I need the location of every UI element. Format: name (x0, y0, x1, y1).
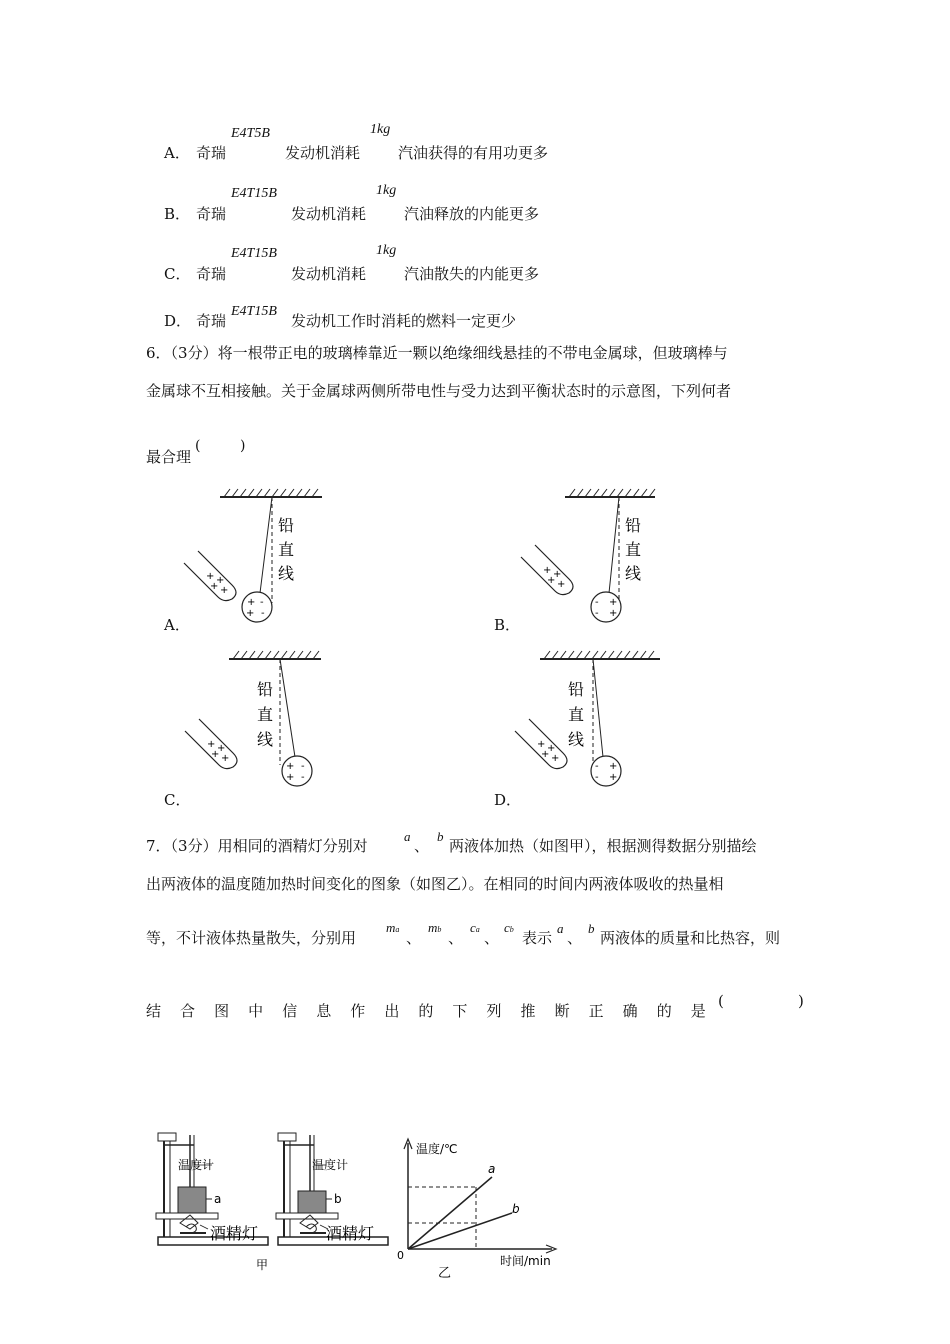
ball-charge-left: + (286, 772, 295, 783)
line-char: 正 (588, 1002, 604, 1020)
glass-rod (185, 719, 237, 769)
ball-charge-left: - (595, 772, 599, 783)
q6-option-c-label: C． (164, 791, 191, 809)
glass-rod (184, 551, 236, 601)
line-char: 确 (622, 1002, 638, 1020)
q7-line-1-start: 7．（3分）用相同的酒精灯分别对 (146, 837, 368, 855)
graph-x-label: 时间/min (500, 1254, 551, 1268)
svg-text:+: + (217, 743, 226, 754)
svg-text:+: + (211, 749, 220, 760)
q6-option-d-label: D． (494, 791, 522, 809)
answer-bracket-close: ) (240, 438, 246, 454)
svg-text:+: + (553, 569, 562, 580)
line-char: 的 (418, 1002, 434, 1020)
separator: 、 (567, 929, 583, 947)
option-label: A． (164, 144, 190, 162)
answer-bracket-close: ) (798, 992, 804, 1010)
caption-jia: 甲 (256, 1258, 269, 1272)
plumb-char-3: 线 (278, 564, 295, 583)
engine-model: E4T5B (231, 126, 270, 141)
svg-text:+: + (206, 571, 215, 582)
plumb-char-1: 铅 (278, 516, 295, 535)
ball-charge-right: - (301, 761, 305, 772)
pendulum-diagram-d (515, 645, 675, 795)
caption-yi: 乙 (438, 1266, 452, 1281)
ball-charge-right: + (609, 761, 618, 772)
graph-y-label: 温度/℃ (416, 1142, 458, 1156)
line-char: 结 (146, 1002, 162, 1020)
line-char: 推 (520, 1002, 536, 1020)
line-char: 合 (180, 1002, 196, 1020)
symbol-m-b: mb (428, 920, 442, 935)
fuel-mass: 1kg (370, 122, 391, 137)
separator: 、 (484, 929, 500, 947)
line-b-label: b (512, 1202, 520, 1216)
plumb-char-3: 线 (257, 730, 274, 749)
option-text-post: 发动机工作时消耗的燃料一定更少 (291, 312, 517, 330)
option-label: B． (164, 205, 191, 223)
plumb-char-2: 直 (278, 540, 295, 559)
svg-text:+: + (547, 743, 556, 754)
q7-line-4 (146, 1000, 706, 1021)
separator: 、 (414, 837, 430, 855)
option-text-post: 汽油释放的内能更多 (404, 205, 540, 223)
line-b (408, 1213, 512, 1249)
svg-text:+: + (551, 753, 560, 764)
fuel-mass: 1kg (376, 183, 397, 198)
ceiling (565, 489, 655, 497)
plumb-char-1: 铅 (568, 680, 585, 699)
plumb-char-2: 直 (625, 540, 642, 559)
option-label: D． (164, 312, 192, 330)
plumb-char-2: 直 (568, 705, 585, 724)
thermometer-label: 温度计 (312, 1158, 349, 1172)
option-text-pre: 奇瑞 (196, 312, 227, 330)
symbol-m-a: ma (386, 920, 400, 935)
option-text-mid: 发动机消耗 (285, 144, 361, 162)
symbol-c-a: ca (470, 920, 480, 935)
ball-charge-left: + (247, 597, 256, 608)
ceiling (220, 489, 322, 497)
q7-line-1-end: 两液体加热（如图甲），根据测得数据分别描绘 (449, 837, 757, 855)
svg-text:+: + (216, 575, 225, 586)
svg-text:+: + (221, 753, 230, 764)
q6-option-b-label: B． (494, 616, 521, 634)
ball-charge-right: - (261, 608, 265, 619)
pendulum-diagram-c (185, 645, 345, 795)
line-char: 图 (214, 1002, 230, 1020)
pendulum-diagram-a (180, 485, 340, 630)
ball-charge-left: - (595, 608, 599, 619)
q7-line-3-mid: 表示 (522, 929, 553, 947)
line-char: 作 (350, 1002, 366, 1020)
svg-text:+: + (207, 739, 216, 750)
fuel-mass: 1kg (376, 243, 397, 258)
var-b: b (437, 829, 444, 844)
ball-charge-left: - (595, 761, 599, 772)
engine-model: E4T15B (231, 304, 277, 319)
svg-text:+: + (543, 565, 552, 576)
line-char: 断 (554, 1002, 570, 1020)
liquid-label-b: b (334, 1192, 342, 1206)
svg-text:+: + (220, 585, 229, 596)
ball-charge-right: - (301, 772, 305, 783)
option-text-mid: 发动机消耗 (291, 205, 367, 223)
ball-charge-right: - (260, 597, 264, 608)
lamp-label: 酒精灯 (210, 1224, 259, 1243)
line-a-label: a (488, 1162, 496, 1176)
temperature-graph (404, 1139, 556, 1253)
heating-figure (150, 1125, 570, 1290)
answer-bracket-open: ( (718, 992, 724, 1010)
q7-line-2: 出两液体的温度随加热时间变化的图象（如图乙）。在相同的时间内两液体吸收的热量相 (146, 875, 724, 893)
q6-line-3: 最合理 (146, 448, 192, 466)
q6-line-1: 6．（3分）将一根带正电的玻璃棒靠近一颗以绝缘细线悬挂的不带电金属球，但玻璃棒与 (146, 344, 728, 362)
option-text-pre: 奇瑞 (196, 265, 227, 283)
plumb-char-3: 线 (568, 730, 585, 749)
line-char: 的 (656, 1002, 672, 1020)
pendulum-diagram-b (515, 485, 675, 630)
var-a: a (557, 921, 564, 936)
q6-line-2: 金属球不互相接触。关于金属球两侧所带电性与受力达到平衡状态时的示意图，下列何者 (146, 382, 732, 400)
glass-rod (521, 545, 573, 595)
ball-charge-left: + (286, 761, 295, 772)
ceiling (229, 651, 321, 659)
graph-origin: 0 (397, 1249, 404, 1262)
ball-charge-right: + (609, 772, 618, 783)
thread (593, 659, 603, 757)
ball-charge-right: + (609, 608, 618, 619)
svg-text:+: + (210, 581, 219, 592)
line-char: 下 (452, 1002, 468, 1020)
svg-text:+: + (541, 749, 550, 760)
option-text-post: 汽油获得的有用功更多 (398, 144, 549, 162)
separator: 、 (448, 929, 464, 947)
engine-model: E4T15B (231, 246, 277, 261)
lamp-label: 酒精灯 (326, 1224, 375, 1243)
var-b: b (588, 921, 595, 936)
svg-text:+: + (537, 739, 546, 750)
thread (260, 497, 272, 593)
thread (609, 497, 619, 593)
plumb-char-3: 线 (625, 564, 642, 583)
line-a (408, 1177, 492, 1249)
ball-charge-left: - (595, 597, 599, 608)
line-char: 息 (316, 1002, 332, 1020)
line-char: 中 (248, 1002, 264, 1020)
option-label: C． (164, 265, 191, 283)
engine-model: E4T15B (231, 186, 277, 201)
line-char: 信 (282, 1002, 298, 1020)
option-text-pre: 奇瑞 (196, 144, 227, 162)
answer-bracket-open: ( (195, 438, 201, 454)
symbol-c-b: cb (504, 920, 514, 935)
separator: 、 (406, 929, 422, 947)
ball-charge-right: + (609, 597, 618, 608)
plumb-char-1: 铅 (257, 680, 274, 699)
line-char: 列 (486, 1002, 502, 1020)
plumb-char-2: 直 (257, 705, 274, 724)
thread (280, 659, 295, 757)
ball-charge-left: + (246, 608, 255, 619)
option-text-pre: 奇瑞 (196, 205, 227, 223)
line-char: 出 (384, 1002, 400, 1020)
svg-text:+: + (547, 575, 556, 586)
ceiling (540, 651, 660, 659)
q7-line-3-start: 等，不计液体热量散失，分别用 (146, 929, 357, 947)
option-text-post: 汽油散失的内能更多 (404, 265, 540, 283)
plumb-char-1: 铅 (625, 516, 642, 535)
glass-rod (515, 719, 567, 769)
q6-option-a-label: A． (164, 616, 190, 634)
line-char: 是 (690, 1002, 706, 1020)
liquid-label-a: a (214, 1192, 222, 1206)
svg-text:+: + (557, 579, 566, 590)
q7-line-3-end: 两液体的质量和比热容，则 (600, 929, 781, 947)
option-text-mid: 发动机消耗 (291, 265, 367, 283)
var-a: a (404, 829, 411, 844)
thermometer-label: 温度计 (178, 1158, 215, 1172)
